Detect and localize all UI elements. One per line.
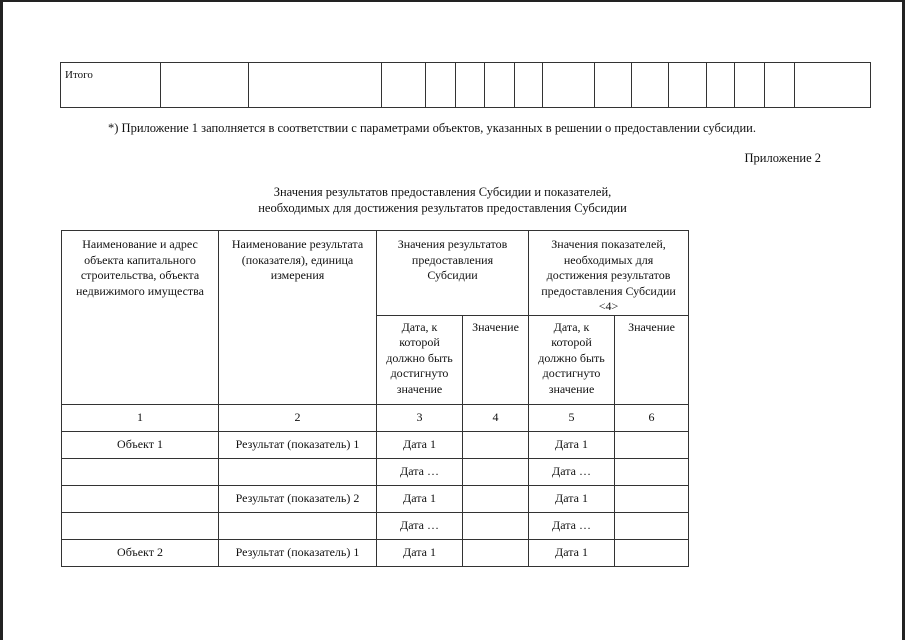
table-row <box>62 512 689 539</box>
page-top-edge <box>0 0 905 2</box>
header-object-name: Наименование и адрес объекта капитального строительства, объекта недвижимого имущества <box>62 231 219 405</box>
totals-cell <box>485 63 515 108</box>
table-cell <box>615 458 689 485</box>
page-left-edge <box>0 0 3 640</box>
table-cell <box>62 458 219 485</box>
table-row <box>62 539 689 566</box>
table-cell: Результат (показатель) 1 <box>219 431 377 458</box>
document-title-line-1: Значения результатов предоставления Субсидии и показателей, <box>273 185 612 199</box>
column-number: 5 <box>529 404 615 431</box>
table-cell: Дата 1 <box>529 485 615 512</box>
column-number: 3 <box>377 404 463 431</box>
table-cell: Дата 1 <box>529 431 615 458</box>
header-row-1 <box>62 231 689 316</box>
totals-cell <box>707 63 735 108</box>
header-value: Значение <box>463 315 529 404</box>
totals-cell <box>382 63 426 108</box>
table-cell: Дата 1 <box>529 539 615 566</box>
table-cell: Результат (показатель) 1 <box>219 539 377 566</box>
totals-cell <box>543 63 595 108</box>
table-cell: Дата … <box>377 458 463 485</box>
header-indicator-values: Значения показателей, необходимых для достижения результатов предоставления Субсидии <4> <box>529 231 689 316</box>
totals-cell <box>456 63 485 108</box>
table-cell <box>615 431 689 458</box>
table-cell: Объект 2 <box>62 539 219 566</box>
table-cell <box>219 512 377 539</box>
table-cell <box>219 458 377 485</box>
table-cell: Дата 1 <box>377 485 463 512</box>
totals-cell <box>765 63 795 108</box>
table-cell: Дата … <box>529 458 615 485</box>
appendix-label: Приложение 2 <box>744 151 821 165</box>
column-number: 2 <box>219 404 377 431</box>
column-number: 6 <box>615 404 689 431</box>
header-value: Значение <box>615 315 689 404</box>
table-cell <box>62 512 219 539</box>
totals-cell <box>669 63 707 108</box>
table-cell: Дата 1 <box>377 539 463 566</box>
table-cell <box>615 512 689 539</box>
table-cell <box>463 539 529 566</box>
column-number: 4 <box>463 404 529 431</box>
totals-cell <box>515 63 543 108</box>
table-cell: Дата … <box>529 512 615 539</box>
totals-cell <box>795 63 871 108</box>
totals-cell <box>735 63 765 108</box>
table-cell <box>463 431 529 458</box>
totals-row <box>61 63 871 108</box>
table-cell <box>615 539 689 566</box>
totals-cell <box>595 63 632 108</box>
totals-table <box>60 62 871 108</box>
totals-cell <box>632 63 669 108</box>
document-title-line-2: необходимых для достижения результатов предоставления Субсидии <box>258 201 627 215</box>
table-row <box>62 431 689 458</box>
results-table <box>61 230 689 567</box>
header-date: Дата, к которой должно быть достигнуто значение <box>529 315 615 404</box>
header-date: Дата, к которой должно быть достигнуто значение <box>377 315 463 404</box>
table-cell: Дата … <box>377 512 463 539</box>
table-cell: Объект 1 <box>62 431 219 458</box>
footnote: *) Приложение 1 заполняется в соответствии с параметрами объектов, указанных в решении о предоставлении субсидии. <box>108 121 756 135</box>
table-cell <box>62 485 219 512</box>
table-cell: Результат (показатель) 2 <box>219 485 377 512</box>
table-cell <box>463 512 529 539</box>
totals-label: Итого <box>61 63 161 108</box>
table-cell <box>615 485 689 512</box>
column-numbers-row <box>62 404 689 431</box>
header-result-name: Наименование результата (показателя), единица измерения <box>219 231 377 405</box>
totals-cell <box>161 63 249 108</box>
table-row <box>62 485 689 512</box>
table-cell: Дата 1 <box>377 431 463 458</box>
table-cell <box>463 458 529 485</box>
totals-cell <box>426 63 456 108</box>
table-cell <box>463 485 529 512</box>
table-row <box>62 458 689 485</box>
totals-cell <box>249 63 382 108</box>
column-number: 1 <box>62 404 219 431</box>
header-result-values: Значения результатов предоставления Субсидии <box>377 231 529 316</box>
